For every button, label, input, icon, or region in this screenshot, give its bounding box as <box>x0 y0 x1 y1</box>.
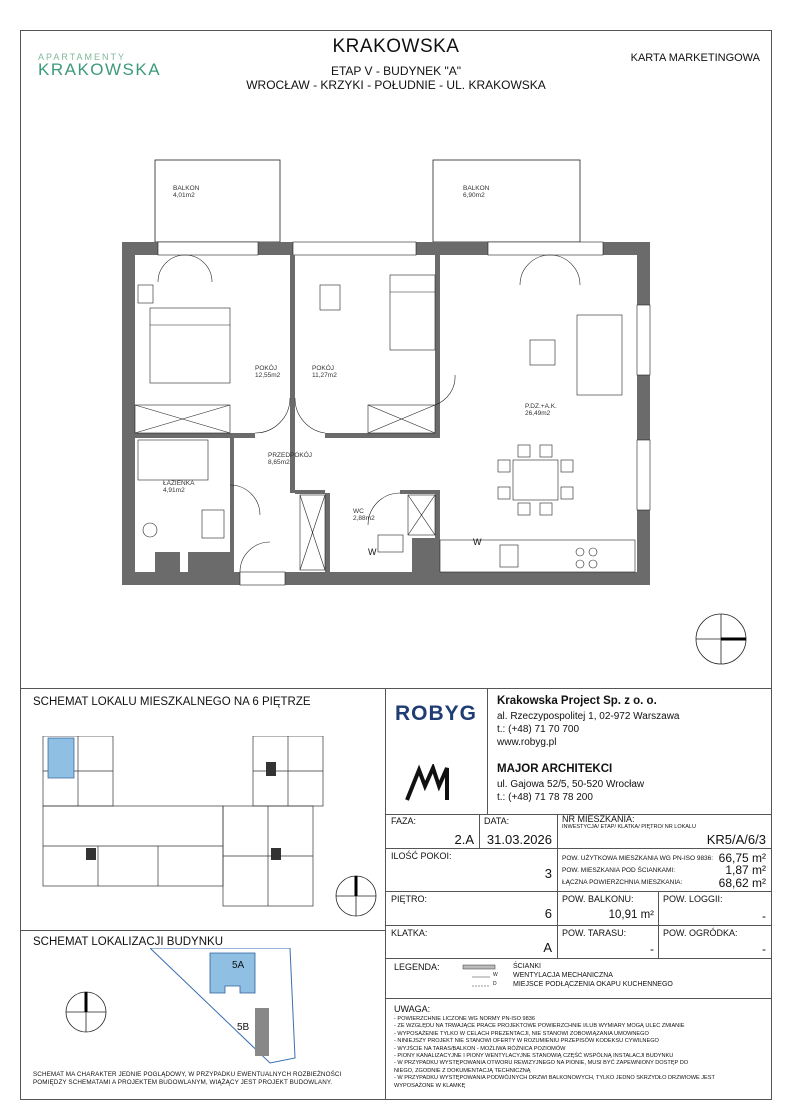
legend-item-walls: ŚCIANKI <box>513 963 542 970</box>
ogrodek-label: POW. OGRÓDKA: <box>663 928 738 938</box>
room-bedroom-1: POKÓJ 12,55m2 <box>255 365 281 379</box>
balkon-value: 10,91 m² <box>608 909 654 921</box>
compass-small-icon-2 <box>64 990 108 1034</box>
balkon-label: POW. BALKONU: <box>562 894 634 904</box>
developer-web: www.robyg.pl <box>497 737 557 748</box>
architect-address: ul. Gajowa 52/5, 50-520 Wrocław <box>497 779 645 790</box>
klatka-label: KLATKA: <box>391 928 428 938</box>
note-item: NIEGO, ZGODNIE Z DOKUMENTACJĄ TECHNICZNĄ <box>394 1067 531 1074</box>
pietro-label: PIĘTRO: <box>391 894 428 904</box>
building-5a-label: 5A <box>232 960 245 971</box>
ventilation-mark-2: W <box>473 537 482 547</box>
note-item: WYPOSAŻONE W KLAMKĘ <box>394 1082 466 1089</box>
room-hallway: PRZEDPOKÓJ 8,65m2 <box>268 452 313 466</box>
floor-schema-title: SCHEMAT LOKALU MIESZKALNEGO NA 6 PIĘTRZE <box>33 696 311 708</box>
room-living-kitchen: P.DZ.+A.K. 26,49m2 <box>525 403 557 417</box>
note-item: - W PRZYPADKU WYSTĘPOWANIA OTWORU REWIZYJNEGO NA PIONIE, MUSI BYĆ ZAPEWNIONY DOSTĘP DO <box>394 1060 689 1067</box>
data-label: DATA: <box>484 816 510 826</box>
disclaimer-line-2: POMIĘDZY SCHEMATAMI A PROJEKTEM BUDOWLANYM, WIĄŻĄCY JEST PROJEKT BUDOWLANY. <box>33 1079 333 1086</box>
robyg-logo: ROBYG <box>395 702 478 725</box>
ogrodek-value: - <box>762 942 766 956</box>
nr-label: NR MIESZKANIA: <box>562 814 635 824</box>
legend-symbols <box>462 963 498 993</box>
developer-name: Krakowska Project Sp. z o. o. <box>497 695 657 707</box>
architect-name: MAJOR ARCHITEKCI <box>497 763 613 775</box>
legend-w-symbol: W <box>493 972 498 978</box>
room-bathroom: ŁAZIENKA 4,91m2 <box>163 480 195 494</box>
note-item: - WYPOSAŻENIE TYLKO W CELACH PREZENTACJI, NIE STANOWI ZOBOWIĄZANIA UMOWNEGO <box>394 1030 649 1037</box>
compass-icon <box>694 612 748 666</box>
room-wc: WC 2,88m2 <box>353 508 375 522</box>
developer-phone: t.: (+48) 71 70 700 <box>497 724 580 735</box>
ventilation-mark-1: W <box>368 547 377 557</box>
notes-list <box>394 1016 766 1090</box>
room-balcony-1: BALKON 4,01m2 <box>173 185 200 199</box>
note-item: - ZE WZGLĘDU NA TRWAJĄCE PRACE PROJEKTOWE POWIERZCHNIE I/LUB WYMIARY MOGĄ ULEC ZMIANIE <box>394 1023 685 1030</box>
legend-item-hood: MIEJSCE PODŁĄCZENIA OKAPU KUCHENNEGO <box>513 981 673 988</box>
room-balcony-2: BALKON 6,90m2 <box>463 185 490 199</box>
legend-label: LEGENDA: <box>394 962 440 972</box>
loggia-label: POW. LOGGII: <box>663 894 723 904</box>
pl-value: 68,62 m² <box>718 876 766 890</box>
notes-label: UWAGA: <box>394 1004 431 1014</box>
floor-schema <box>38 736 328 908</box>
pl-label: ŁĄCZNA POWIERZCHNIA MIESZKANIA: <box>562 879 683 886</box>
architect-phone: t.: (+48) 71 78 78 200 <box>497 792 593 803</box>
ps-value: 1,87 m² <box>725 863 766 877</box>
taras-label: POW. TARASU: <box>562 928 627 938</box>
pu-value: 66,75 m² <box>718 851 766 865</box>
note-item: - WYJŚCIE NA TARAS/BALKON - MOŻLIWA RÓŻNICA POZIOMÓW <box>394 1045 566 1052</box>
developer-address: al. Rzeczypospolitej 1, 02-972 Warszawa <box>497 711 680 722</box>
faza-value: 2.A <box>454 832 474 847</box>
note-item: - POWIERZCHNIE LICZONE WG NORMY PN-ISO 9836 <box>394 1016 536 1022</box>
note-item: - W PRZYPADKU WYSTĘPOWANIA PODWÓJNYCH DRZWI BALKONOWYCH, TYLKO JEDNO SKRZYDŁO DRZWIOWE JEST <box>394 1075 715 1082</box>
data-value: 31.03.2026 <box>486 832 552 847</box>
pokoje-value: 3 <box>544 866 552 881</box>
pokoje-label: ILOŚĆ POKOI: <box>391 851 452 861</box>
compass-small-icon-1 <box>334 874 378 918</box>
nr-sublabel: INWESTYCJA/ ETAP/ KLATKA/ PIĘTRO/ NR LOKALU <box>562 824 696 830</box>
ps-label: POW. MIESZKANIA POD ŚCIANKAMI: <box>562 867 676 874</box>
taras-value: - <box>650 942 654 956</box>
note-item: - PIONY KANALIZACYJNE I PIONY WENTYLACYJNE STANOWIĄ CZĘŚĆ WSPÓLNĄ INSTALACJI BUDYNKU <box>394 1053 674 1060</box>
pu-label: POW. UŻYTKOWA MIESZKANIA WG PN-ISO 9836: <box>562 855 714 862</box>
floor-plan <box>110 155 670 595</box>
page-title: KRAKOWSKA <box>332 36 460 57</box>
logo-krakowska: KRAKOWSKA <box>38 60 162 79</box>
legend-d-symbol: D <box>493 981 497 987</box>
logo-apartamenty: APARTAMENTY <box>38 52 127 62</box>
location-schema-title: SCHEMAT LOKALIZACJI BUDYNKU <box>33 936 224 948</box>
pietro-value: 6 <box>544 906 552 921</box>
klatka-value: A <box>543 940 552 955</box>
disclaimer-line-1: SCHEMAT MA CHARAKTER JEDNIE POGLĄDOWY, W PRZYPADKU EWENTUALNYCH ROZBIEŻNOŚCI <box>33 1071 342 1078</box>
location-schema <box>150 948 300 1068</box>
card-type: KARTA MARKETINGOWA <box>630 52 760 64</box>
page-location: WROCŁAW - KRZYKI - POŁUDNIE - UL. KRAKOWSKA <box>246 78 546 92</box>
note-item: - NINIEJSZY PROJEKT NIE STANOWI OFERTY W ROZUMIENIU PRZEPISÓW KODEKSU CYWILNEGO <box>394 1038 659 1045</box>
nr-value: KR5/A/6/3 <box>706 832 766 847</box>
major-architekci-logo <box>405 764 465 804</box>
legend-item-ventilation: WENTYLACJA MECHANICZNA <box>513 972 613 979</box>
room-bedroom-2: POKÓJ 11,27m2 <box>312 365 337 379</box>
loggia-value: - <box>762 909 766 923</box>
building-5b-label: 5B <box>237 1022 250 1033</box>
page-subtitle: ETAP V - BUDYNEK "A" <box>330 64 462 78</box>
faza-label: FAZA: <box>391 816 417 826</box>
